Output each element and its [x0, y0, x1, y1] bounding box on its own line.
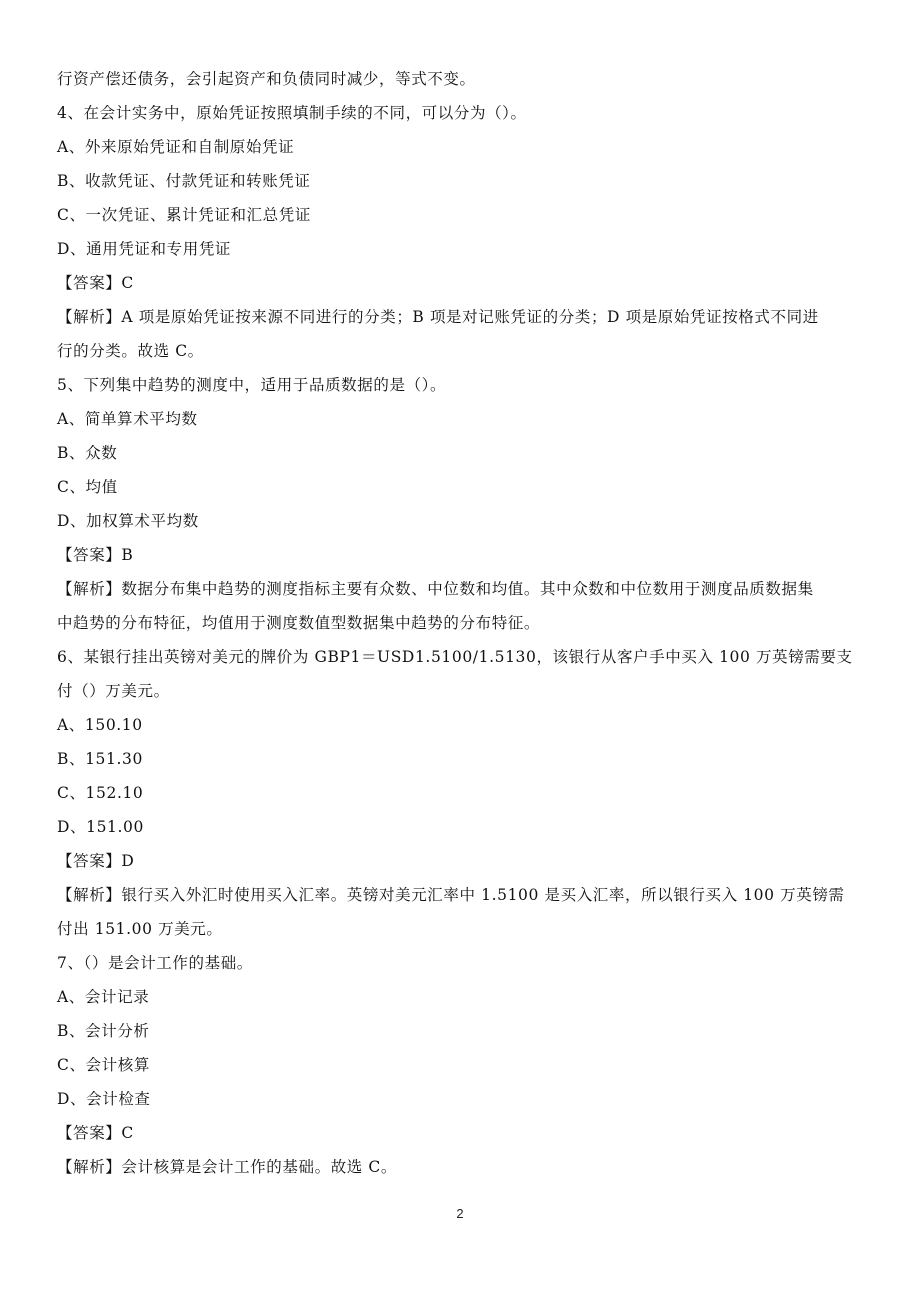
option-a: A、150.10 — [57, 716, 143, 734]
option-d: D、加权算术平均数 — [57, 512, 199, 530]
option-d: D、151.00 — [57, 818, 144, 836]
answer: 【答案】C — [57, 274, 134, 292]
option-b: B、会计分析 — [57, 1022, 150, 1040]
option-d: D、会计检查 — [57, 1090, 151, 1108]
option-c: C、均值 — [57, 478, 118, 496]
explanation-cont: 中趋势的分布特征，均值用于测度数值型数据集中趋势的分布特征。 — [57, 614, 541, 632]
question-6: 6、某银行挂出英镑对美元的牌价为 GBP1＝USD1.5100/1.5130，该银行从客户手中买入 100 万英镑需要支 — [57, 648, 853, 666]
question-6-cont: 付（）万美元。 — [57, 682, 170, 700]
page-number: 2 — [456, 1206, 464, 1221]
option-d: D、通用凭证和专用凭证 — [57, 240, 232, 258]
option-b: B、收款凭证、付款凭证和转账凭证 — [57, 172, 311, 190]
explanation: 【解析】A 项是原始凭证按来源不同进行的分类；B 项是对记账凭证的分类；D 项是原始凭证按格式不同进 — [57, 308, 819, 326]
question-5: 5、下列集中趋势的测度中，适用于品质数据的是（）。 — [57, 376, 447, 394]
question-4: 4、在会计实务中，原始凭证按照填制手续的不同，可以分为（）。 — [57, 104, 527, 122]
question-7: 7、（）是会计工作的基础。 — [57, 954, 253, 972]
option-a: A、外来原始凭证和自制原始凭证 — [57, 138, 295, 156]
explanation: 【解析】数据分布集中趋势的测度指标主要有众数、中位数和均值。其中众数和中位数用于测度品质数据集 — [57, 580, 814, 598]
answer: 【答案】B — [57, 546, 134, 564]
option-b: B、151.30 — [57, 750, 143, 768]
option-c: C、会计核算 — [57, 1056, 150, 1074]
page-content — [57, 62, 867, 1184]
explanation: 【解析】银行买入外汇时使用买入汇率。英镑对美元汇率中 1.5100 是买入汇率，所以银行买入 100 万英镑需 — [57, 886, 845, 904]
answer: 【答案】C — [57, 1124, 134, 1142]
option-c: C、一次凭证、累计凭证和汇总凭证 — [57, 206, 311, 224]
text-line: 行资产偿还债务，会引起资产和负债同时减少，等式不变。 — [57, 70, 476, 88]
option-a: A、简单算术平均数 — [57, 410, 198, 428]
answer: 【答案】D — [57, 852, 135, 870]
option-c: C、152.10 — [57, 784, 144, 802]
explanation-cont: 行的分类。故选 C。 — [57, 342, 204, 360]
explanation-cont: 付出 151.00 万美元。 — [57, 920, 223, 938]
explanation: 【解析】会计核算是会计工作的基础。故选 C。 — [57, 1158, 397, 1176]
option-a: A、会计记录 — [57, 988, 150, 1006]
option-b: B、众数 — [57, 444, 118, 462]
